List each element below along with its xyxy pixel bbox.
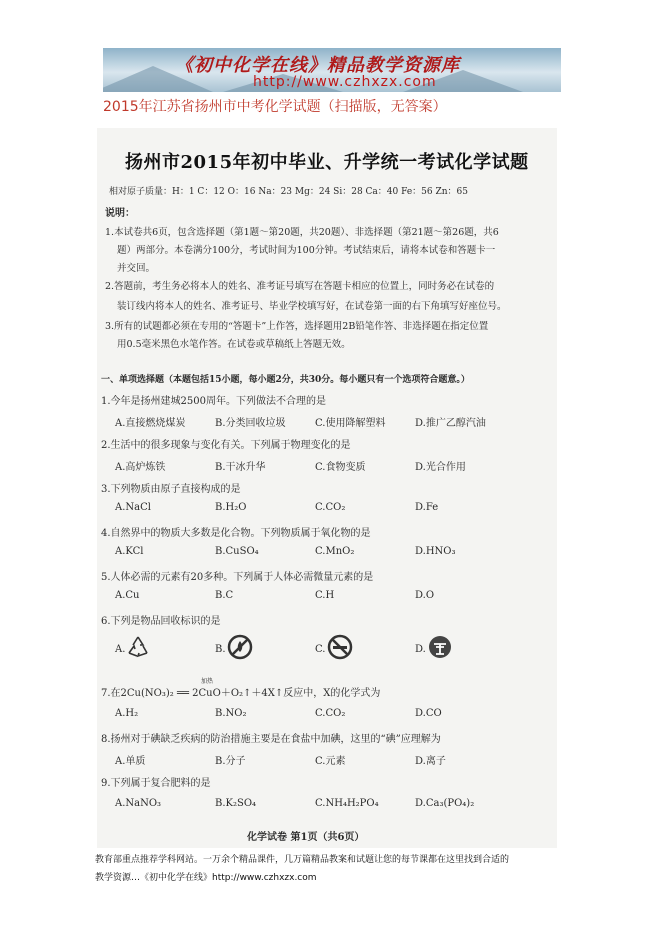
section-1-heading: 一、单项选择题（本题包括15小题，每小题2分，共30分。每小题只有一个选项符合题意。） bbox=[101, 375, 470, 385]
q8-option-c: C.元素 bbox=[315, 756, 346, 767]
note-1-line-2: 题）两部分。本卷满分100分，考试时间为100分钟。考试结束后，请将本试卷和答题卡一 bbox=[117, 245, 496, 256]
site-banner bbox=[103, 48, 561, 92]
q5-option-b: B.C bbox=[215, 590, 234, 601]
no-fire-icon bbox=[227, 634, 253, 660]
q5-option-d: D.O bbox=[415, 590, 435, 601]
q4-option-d: D.HNO₃ bbox=[415, 546, 456, 557]
q6-option-d: D. bbox=[415, 644, 426, 655]
scanned-exam-page bbox=[97, 128, 557, 848]
question-5: 5.人体必需的元素有20多种。下列属于人体必需微量元素的是 bbox=[101, 572, 374, 583]
q3-option-a: A.NaCl bbox=[115, 502, 151, 513]
banner-title: 《初中化学在线》精品教学资源库 bbox=[175, 55, 460, 76]
question-8: 8.扬州对于碘缺乏疾病的防治措施主要是在食盐中加碘，这里的“碘”应理解为 bbox=[101, 734, 441, 745]
q1-option-c: C.使用降解塑料 bbox=[315, 418, 386, 429]
q6-option-a: A. bbox=[115, 644, 126, 655]
q5-option-a: A.Cu bbox=[115, 590, 140, 601]
exam-title: 扬州市2015年初中毕业、升学统一考试化学试题 bbox=[125, 152, 529, 173]
q8-option-a: A.单质 bbox=[115, 756, 146, 767]
q5-option-c: C.H bbox=[315, 590, 335, 601]
atomic-mass-line: 相对原子质量：H：1 C：12 O：16 Na：23 Mg：24 Si：28 Ca：40 Fe：56 Zn：65 bbox=[109, 187, 468, 197]
water-saving-icon bbox=[427, 634, 453, 660]
q1-option-d: D.推广乙醇汽油 bbox=[415, 418, 486, 429]
q9-option-a: A.NaNO₃ bbox=[115, 798, 162, 809]
q9-option-c: C.NH₄H₂PO₄ bbox=[315, 798, 379, 809]
q2-option-a: A.高炉炼铁 bbox=[115, 462, 166, 473]
notes-heading: 说明： bbox=[105, 208, 135, 219]
note-1-line-3: 并交回。 bbox=[117, 263, 156, 274]
q3-option-b: B.H₂O bbox=[215, 502, 247, 513]
note-2-line-1: 2.答题前，考生务必将本人的姓名、准考证号填写在答题卡相应的位置上，同时务必在试卷的 bbox=[105, 281, 495, 292]
q7-option-c: C.CO₂ bbox=[315, 708, 346, 719]
q6-option-b: B. bbox=[215, 644, 226, 655]
q1-option-b: B.分类回收垃圾 bbox=[215, 418, 286, 429]
exam-page-footer: 化学试卷 第1页（共6页） bbox=[247, 832, 365, 843]
q3-option-c: C.CO₂ bbox=[315, 502, 346, 513]
note-2-line-2: 装订线内将本人的姓名、准考证号、毕业学校填写好，在试卷第一面的右下角填写好座位号。 bbox=[117, 301, 507, 312]
q6-option-c: C. bbox=[315, 644, 326, 655]
q4-option-b: B.CuSO₄ bbox=[215, 546, 259, 557]
question-4: 4.自然界中的物质大多数是化合物。下列物质属于氧化物的是 bbox=[101, 528, 371, 539]
recycle-icon bbox=[125, 634, 151, 660]
question-1: 1.今年是扬州建城2500周年。下列做法不合理的是 bbox=[101, 396, 326, 407]
q2-option-d: D.光合作用 bbox=[415, 462, 466, 473]
question-7: 7.在2Cu(NO₃)₂ ══ 2CuO＋O₂↑＋4X↑反应中，X的化学式为 bbox=[101, 688, 381, 699]
q8-option-b: B.分子 bbox=[215, 756, 246, 767]
note-3-line-2: 用0.5毫米黑色水笔作答。在试卷或草稿纸上答题无效。 bbox=[117, 339, 351, 350]
promo-footer-line-2[interactable]: 教学资源…《初中化学在线》http://www.czhxzx.com bbox=[95, 873, 317, 883]
note-3-line-1: 3.所有的试题都必须在专用的“答题卡”上作答，选择题用2B铅笔作答、非选择题在指定位置 bbox=[105, 321, 489, 332]
q7-option-a: A.H₂ bbox=[115, 708, 139, 719]
q9-option-d: D.Ca₃(PO₄)₂ bbox=[415, 798, 475, 809]
q4-option-c: C.MnO₂ bbox=[315, 546, 355, 557]
note-1-line-1: 1.本试卷共6页，包含选择题（第1题～第20题，共20题）、非选择题（第21题～第26题，共6 bbox=[105, 227, 499, 238]
question-2: 2.生活中的很多现象与变化有关。下列属于物理变化的是 bbox=[101, 440, 351, 451]
question-3: 3.下列物质由原子直接构成的是 bbox=[101, 484, 241, 495]
document-title: 2015年江苏省扬州市中考化学试题（扫描版，无答案） bbox=[103, 99, 447, 115]
question-9: 9.下列属于复合肥料的是 bbox=[101, 778, 211, 789]
q7-option-b: B.NO₂ bbox=[215, 708, 247, 719]
banner-url[interactable]: http://www.czhxzx.com bbox=[253, 74, 437, 90]
q2-option-b: B.干冰升华 bbox=[215, 462, 266, 473]
question-6: 6.下列是物品回收标识的是 bbox=[101, 616, 221, 627]
q8-option-d: D.离子 bbox=[415, 756, 446, 767]
q9-option-b: B.K₂SO₄ bbox=[215, 798, 257, 809]
q7-heat-condition: 加热 bbox=[201, 678, 214, 685]
q7-option-d: D.CO bbox=[415, 708, 442, 719]
q2-option-c: C.食物变质 bbox=[315, 462, 366, 473]
promo-footer-line-1: 教育部重点推荐学科网站。一万余个精品课件，几万篇精品教案和试题让您的每节课都在这里找到合适的 bbox=[95, 855, 510, 865]
q4-option-a: A.KCl bbox=[115, 546, 144, 557]
q3-option-d: D.Fe bbox=[415, 502, 439, 513]
no-smoking-icon bbox=[327, 634, 353, 660]
q1-option-a: A.直接燃烧煤炭 bbox=[115, 418, 186, 429]
